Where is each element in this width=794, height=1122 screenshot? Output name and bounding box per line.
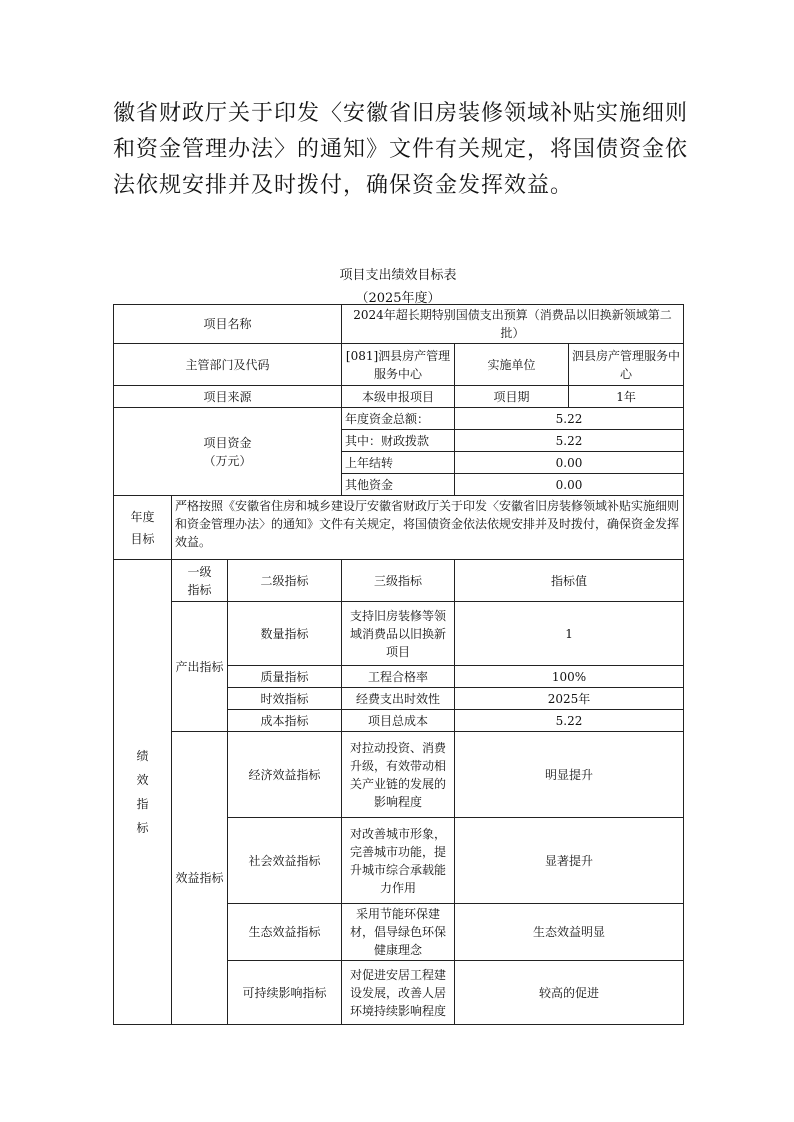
annual-goal-label-text: 年度目标 xyxy=(130,509,155,546)
funds-total-value: 5.22 xyxy=(455,408,684,430)
period-label: 项目期 xyxy=(455,386,569,408)
header-level1 xyxy=(172,560,228,602)
header-value: 指标值 xyxy=(455,560,684,602)
benefit-indicator-label: 效益指标 xyxy=(172,732,228,1025)
output-value: 1 xyxy=(455,602,684,666)
performance-goal-table xyxy=(113,304,684,1025)
benefit-level3: 对拉动投资、消费升级，有效带动相关产业链的发展的影响程度 xyxy=(342,732,455,818)
indicators-section-text: 绩效指标 xyxy=(136,749,149,835)
benefit-level3: 采用节能环保建材，倡导绿色环保健康理念 xyxy=(342,904,455,961)
output-level2: 数量指标 xyxy=(228,602,342,666)
table-title: 项目支出绩效目标表 xyxy=(339,268,457,283)
benefit-level3: 对改善城市形象，完善城市功能，提升城市综合承载能力作用 xyxy=(342,818,455,904)
output-level3: 工程合格率 xyxy=(342,666,455,688)
dept-value: [081]泗县房产管理服务中心 xyxy=(342,344,455,386)
output-level3: 经费支出时效性 xyxy=(342,688,455,710)
impl-value: 泗县房产管理服务中心 xyxy=(569,344,684,386)
benefit-level2: 经济效益指标 xyxy=(228,732,342,818)
output-level2: 时效指标 xyxy=(228,688,342,710)
output-indicator-label: 产出指标 xyxy=(172,602,228,732)
project-name-value: 2024年超长期特别国债支出预算（消费品以旧换新领域第二批） xyxy=(342,305,684,344)
output-level2: 成本指标 xyxy=(228,710,342,732)
funds-other-value: 0.00 xyxy=(455,474,684,496)
source-value: 本级申报项目 xyxy=(342,386,455,408)
funds-label-cell xyxy=(114,408,342,496)
indicators-section-label xyxy=(114,560,172,1025)
benefit-value: 生态效益明显 xyxy=(455,904,684,961)
benefit-level2: 生态效益指标 xyxy=(228,904,342,961)
output-level2: 质量指标 xyxy=(228,666,342,688)
output-value: 100% xyxy=(455,666,684,688)
funds-carry-value: 0.00 xyxy=(455,452,684,474)
impl-label: 实施单位 xyxy=(455,344,569,386)
benefit-level2: 可持续影响指标 xyxy=(228,961,342,1025)
table-year: （2025年度） xyxy=(355,291,441,306)
benefit-value: 较高的促进 xyxy=(455,961,684,1025)
funds-total-label: 年度资金总额： xyxy=(342,408,455,430)
annual-goal-label xyxy=(114,496,172,560)
funds-fiscal-value: 5.22 xyxy=(455,430,684,452)
benefit-level3: 对促进安居工程建设发展，改善人居环境持续影响程度 xyxy=(342,961,455,1025)
benefit-level2: 社会效益指标 xyxy=(228,818,342,904)
funds-fiscal-label: 其中：财政拨款 xyxy=(342,430,455,452)
source-label: 项目来源 xyxy=(114,386,342,408)
header-level3: 三级指标 xyxy=(342,560,455,602)
intro-paragraph: 徽省财政厅关于印发〈安徽省旧房装修领域补贴实施细则和资金管理办法〉的通知》文件有关规定，将国债资金依法依规安排并及时拨付，确保资金发挥效益。 xyxy=(113,101,689,198)
funds-unit: （万元） xyxy=(203,453,252,468)
period-value: 1年 xyxy=(569,386,684,408)
funds-other-label: 其他资金 xyxy=(342,474,455,496)
funds-label: 项目资金 xyxy=(203,435,252,450)
header-level2: 二级指标 xyxy=(228,560,342,602)
output-level3: 支持旧房装修等领域消费品以旧换新项目 xyxy=(342,602,455,666)
annual-goal-text: 严格按照《安徽省住房和城乡建设厅安徽省财政厅关于印发〈安徽省旧房装修领域补贴实施细则和资金管理办法〉的通知》文件有关规定，将国债资金依法依规安排并及时拨付，确保资金发挥效益。 xyxy=(172,496,684,560)
funds-carry-label: 上年结转 xyxy=(342,452,455,474)
output-value: 5.22 xyxy=(455,710,684,732)
benefit-value: 显著提升 xyxy=(455,818,684,904)
output-value: 2025年 xyxy=(455,688,684,710)
output-level3: 项目总成本 xyxy=(342,710,455,732)
header-level1-text: 一级指标 xyxy=(187,564,212,597)
project-name-label: 项目名称 xyxy=(114,305,342,344)
benefit-value: 明显提升 xyxy=(455,732,684,818)
dept-label: 主管部门及代码 xyxy=(114,344,342,386)
